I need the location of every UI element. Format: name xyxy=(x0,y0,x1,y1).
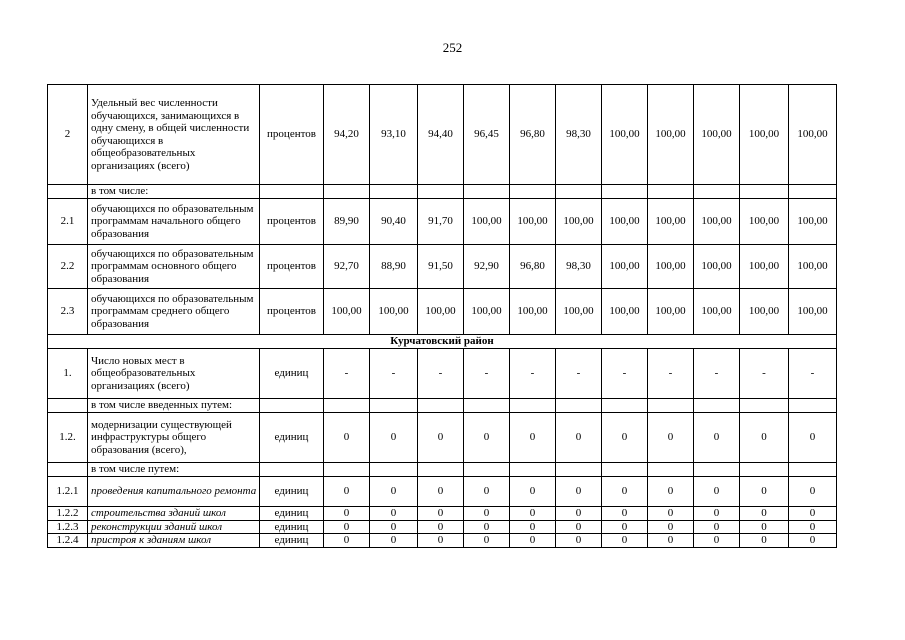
value-cell: 100,00 xyxy=(510,199,556,245)
value-cell: 98,30 xyxy=(556,245,602,289)
table-row xyxy=(48,520,837,534)
unit-cell: процентов xyxy=(260,85,324,185)
value-cell xyxy=(648,463,694,477)
value-cell: 0 xyxy=(324,520,370,534)
value-cell: 100,00 xyxy=(602,289,648,335)
value-cell: 0 xyxy=(648,520,694,534)
indicator-name: реконструкции зданий школ xyxy=(88,520,260,534)
value-cell xyxy=(602,463,648,477)
value-cell: 0 xyxy=(324,507,370,521)
value-cell: 0 xyxy=(510,413,556,463)
value-cell: 91,70 xyxy=(418,199,464,245)
value-cell: 0 xyxy=(740,520,789,534)
unit-cell: процентов xyxy=(260,199,324,245)
row-number: 2.1 xyxy=(48,199,88,245)
value-cell: 0 xyxy=(510,534,556,548)
value-cell xyxy=(648,185,694,199)
value-cell: 0 xyxy=(370,534,418,548)
value-cell: 0 xyxy=(602,534,648,548)
table-row xyxy=(48,507,837,521)
value-cell: 100,00 xyxy=(740,85,789,185)
value-cell: 0 xyxy=(556,413,602,463)
value-cell: 0 xyxy=(789,534,837,548)
value-cell: 0 xyxy=(789,520,837,534)
value-cell: 0 xyxy=(370,477,418,507)
value-cell: 96,80 xyxy=(510,245,556,289)
value-cell: 100,00 xyxy=(740,245,789,289)
value-cell: 0 xyxy=(740,477,789,507)
value-cell: - xyxy=(789,349,837,399)
value-cell: 0 xyxy=(464,507,510,521)
value-cell: 0 xyxy=(694,507,740,521)
value-cell: 100,00 xyxy=(789,199,837,245)
value-cell xyxy=(418,185,464,199)
value-cell: 0 xyxy=(602,477,648,507)
value-cell: 0 xyxy=(510,507,556,521)
value-cell: 0 xyxy=(464,520,510,534)
value-cell xyxy=(418,399,464,413)
value-cell: 94,40 xyxy=(418,85,464,185)
value-cell: 0 xyxy=(464,534,510,548)
row-number: 1.2.2 xyxy=(48,507,88,521)
value-cell: 0 xyxy=(370,520,418,534)
value-cell: 100,00 xyxy=(418,289,464,335)
value-cell: 100,00 xyxy=(789,85,837,185)
value-cell: 100,00 xyxy=(602,85,648,185)
value-cell: 0 xyxy=(370,413,418,463)
indicator-name: модернизации существующей инфраструктуры общего образования (всего), xyxy=(88,413,260,463)
value-cell: 91,50 xyxy=(418,245,464,289)
value-cell xyxy=(694,463,740,477)
value-cell: 100,00 xyxy=(602,245,648,289)
unit-cell: процентов xyxy=(260,289,324,335)
value-cell: 0 xyxy=(694,520,740,534)
value-cell xyxy=(789,399,837,413)
indicator-name: Удельный вес численности обучающихся, занимающихся в одну смену, в общей численности обучающихся в общеобразовательных организациях (всего) xyxy=(88,85,260,185)
value-cell: 93,10 xyxy=(370,85,418,185)
value-cell xyxy=(556,399,602,413)
value-cell xyxy=(370,463,418,477)
value-cell: 0 xyxy=(556,520,602,534)
page-number: 252 xyxy=(442,40,463,55)
value-cell: 0 xyxy=(694,413,740,463)
value-cell: - xyxy=(740,349,789,399)
value-cell xyxy=(789,185,837,199)
value-cell xyxy=(418,463,464,477)
value-cell xyxy=(370,399,418,413)
row-number: 1. xyxy=(48,349,88,399)
section-header-row xyxy=(48,335,837,349)
value-cell: 0 xyxy=(740,413,789,463)
value-cell: 0 xyxy=(464,477,510,507)
value-cell: 0 xyxy=(510,520,556,534)
value-cell: 0 xyxy=(418,477,464,507)
indicator-name: строительства зданий школ xyxy=(88,507,260,521)
value-cell: 0 xyxy=(418,507,464,521)
value-cell: 100,00 xyxy=(556,289,602,335)
row-number xyxy=(48,185,88,199)
value-cell: 0 xyxy=(648,477,694,507)
unit-cell: единиц xyxy=(260,349,324,399)
indicator-name: в том числе: xyxy=(88,185,260,199)
value-cell xyxy=(694,185,740,199)
value-cell: 0 xyxy=(602,520,648,534)
value-cell: - xyxy=(694,349,740,399)
value-cell: 100,00 xyxy=(324,289,370,335)
value-cell xyxy=(510,399,556,413)
indicator-name: Число новых мест в общеобразовательных организациях (всего) xyxy=(88,349,260,399)
value-cell: 100,00 xyxy=(648,245,694,289)
row-number xyxy=(48,463,88,477)
indicator-name: обучающихся по образовательным программам начального общего образования xyxy=(88,199,260,245)
value-cell: 0 xyxy=(418,534,464,548)
subheading-row xyxy=(48,463,837,477)
value-cell: 90,40 xyxy=(370,199,418,245)
value-cell xyxy=(740,463,789,477)
unit-cell xyxy=(260,185,324,199)
value-cell: 0 xyxy=(648,507,694,521)
unit-cell: процентов xyxy=(260,245,324,289)
value-cell: 0 xyxy=(648,413,694,463)
value-cell xyxy=(556,463,602,477)
value-cell: 0 xyxy=(694,534,740,548)
value-cell: 0 xyxy=(740,534,789,548)
indicator-name: обучающихся по образовательным программам среднего общего образования xyxy=(88,289,260,335)
unit-cell: единиц xyxy=(260,520,324,534)
value-cell: 88,90 xyxy=(370,245,418,289)
value-cell: 100,00 xyxy=(648,85,694,185)
value-cell xyxy=(740,185,789,199)
value-cell xyxy=(510,185,556,199)
value-cell: 100,00 xyxy=(789,245,837,289)
value-cell: 0 xyxy=(556,507,602,521)
value-cell xyxy=(464,463,510,477)
value-cell: 100,00 xyxy=(648,199,694,245)
value-cell: 100,00 xyxy=(510,289,556,335)
indicator-name: обучающихся по образовательным программам основного общего образования xyxy=(88,245,260,289)
value-cell xyxy=(648,399,694,413)
value-cell: 0 xyxy=(418,413,464,463)
unit-cell: единиц xyxy=(260,534,324,548)
value-cell: 100,00 xyxy=(789,289,837,335)
table-row xyxy=(48,199,837,245)
value-cell: 100,00 xyxy=(740,289,789,335)
value-cell xyxy=(324,463,370,477)
value-cell: 100,00 xyxy=(556,199,602,245)
value-cell: - xyxy=(418,349,464,399)
value-cell: 100,00 xyxy=(740,199,789,245)
indicator-table xyxy=(47,84,837,548)
value-cell: 100,00 xyxy=(648,289,694,335)
value-cell: 0 xyxy=(602,413,648,463)
value-cell: 89,90 xyxy=(324,199,370,245)
row-number: 1.2.3 xyxy=(48,520,88,534)
indicator-name: в том числе путем: xyxy=(88,463,260,477)
table-row xyxy=(48,349,837,399)
value-cell xyxy=(510,463,556,477)
value-cell: 100,00 xyxy=(694,289,740,335)
value-cell: 96,80 xyxy=(510,85,556,185)
value-cell: - xyxy=(370,349,418,399)
row-number: 2.2 xyxy=(48,245,88,289)
row-number: 2.3 xyxy=(48,289,88,335)
subheading-row xyxy=(48,399,837,413)
value-cell: 0 xyxy=(789,413,837,463)
value-cell: - xyxy=(510,349,556,399)
table-row xyxy=(48,289,837,335)
value-cell: 0 xyxy=(556,534,602,548)
value-cell: 0 xyxy=(464,413,510,463)
unit-cell xyxy=(260,399,324,413)
value-cell: 0 xyxy=(324,477,370,507)
value-cell: 92,90 xyxy=(464,245,510,289)
value-cell: 100,00 xyxy=(464,199,510,245)
value-cell: 100,00 xyxy=(370,289,418,335)
row-number: 1.2.4 xyxy=(48,534,88,548)
value-cell xyxy=(556,185,602,199)
value-cell: - xyxy=(324,349,370,399)
value-cell: - xyxy=(648,349,694,399)
value-cell xyxy=(324,399,370,413)
value-cell: 0 xyxy=(556,477,602,507)
value-cell: - xyxy=(556,349,602,399)
indicator-name: в том числе введенных путем: xyxy=(88,399,260,413)
value-cell: 0 xyxy=(789,507,837,521)
value-cell: 96,45 xyxy=(464,85,510,185)
value-cell xyxy=(464,399,510,413)
value-cell: 100,00 xyxy=(694,85,740,185)
table-row xyxy=(48,477,837,507)
value-cell: 100,00 xyxy=(694,199,740,245)
value-cell: - xyxy=(464,349,510,399)
value-cell: 0 xyxy=(324,534,370,548)
value-cell xyxy=(789,463,837,477)
value-cell: - xyxy=(602,349,648,399)
table-row xyxy=(48,413,837,463)
value-cell xyxy=(740,399,789,413)
table-row xyxy=(48,245,837,289)
value-cell: 0 xyxy=(602,507,648,521)
indicator-name: пристроя к зданиям школ xyxy=(88,534,260,548)
value-cell xyxy=(464,185,510,199)
row-number: 1.2.1 xyxy=(48,477,88,507)
subheading-row xyxy=(48,185,837,199)
value-cell: 0 xyxy=(510,477,556,507)
value-cell: 0 xyxy=(740,507,789,521)
section-title: Курчатовский район xyxy=(48,335,837,349)
table-row xyxy=(48,534,837,548)
value-cell xyxy=(602,399,648,413)
value-cell: 100,00 xyxy=(464,289,510,335)
value-cell: 0 xyxy=(694,477,740,507)
unit-cell: единиц xyxy=(260,477,324,507)
row-number: 2 xyxy=(48,85,88,185)
value-cell xyxy=(602,185,648,199)
value-cell: 94,20 xyxy=(324,85,370,185)
unit-cell: единиц xyxy=(260,413,324,463)
unit-cell xyxy=(260,463,324,477)
value-cell: 0 xyxy=(324,413,370,463)
value-cell: 100,00 xyxy=(602,199,648,245)
value-cell xyxy=(694,399,740,413)
value-cell xyxy=(370,185,418,199)
table-row xyxy=(48,85,837,185)
value-cell: 0 xyxy=(789,477,837,507)
unit-cell: единиц xyxy=(260,507,324,521)
value-cell: 100,00 xyxy=(694,245,740,289)
value-cell xyxy=(324,185,370,199)
row-number xyxy=(48,399,88,413)
value-cell: 0 xyxy=(370,507,418,521)
value-cell: 98,30 xyxy=(556,85,602,185)
row-number: 1.2. xyxy=(48,413,88,463)
value-cell: 92,70 xyxy=(324,245,370,289)
value-cell: 0 xyxy=(648,534,694,548)
value-cell: 0 xyxy=(418,520,464,534)
indicator-name: проведения капитального ремонта xyxy=(88,477,260,507)
